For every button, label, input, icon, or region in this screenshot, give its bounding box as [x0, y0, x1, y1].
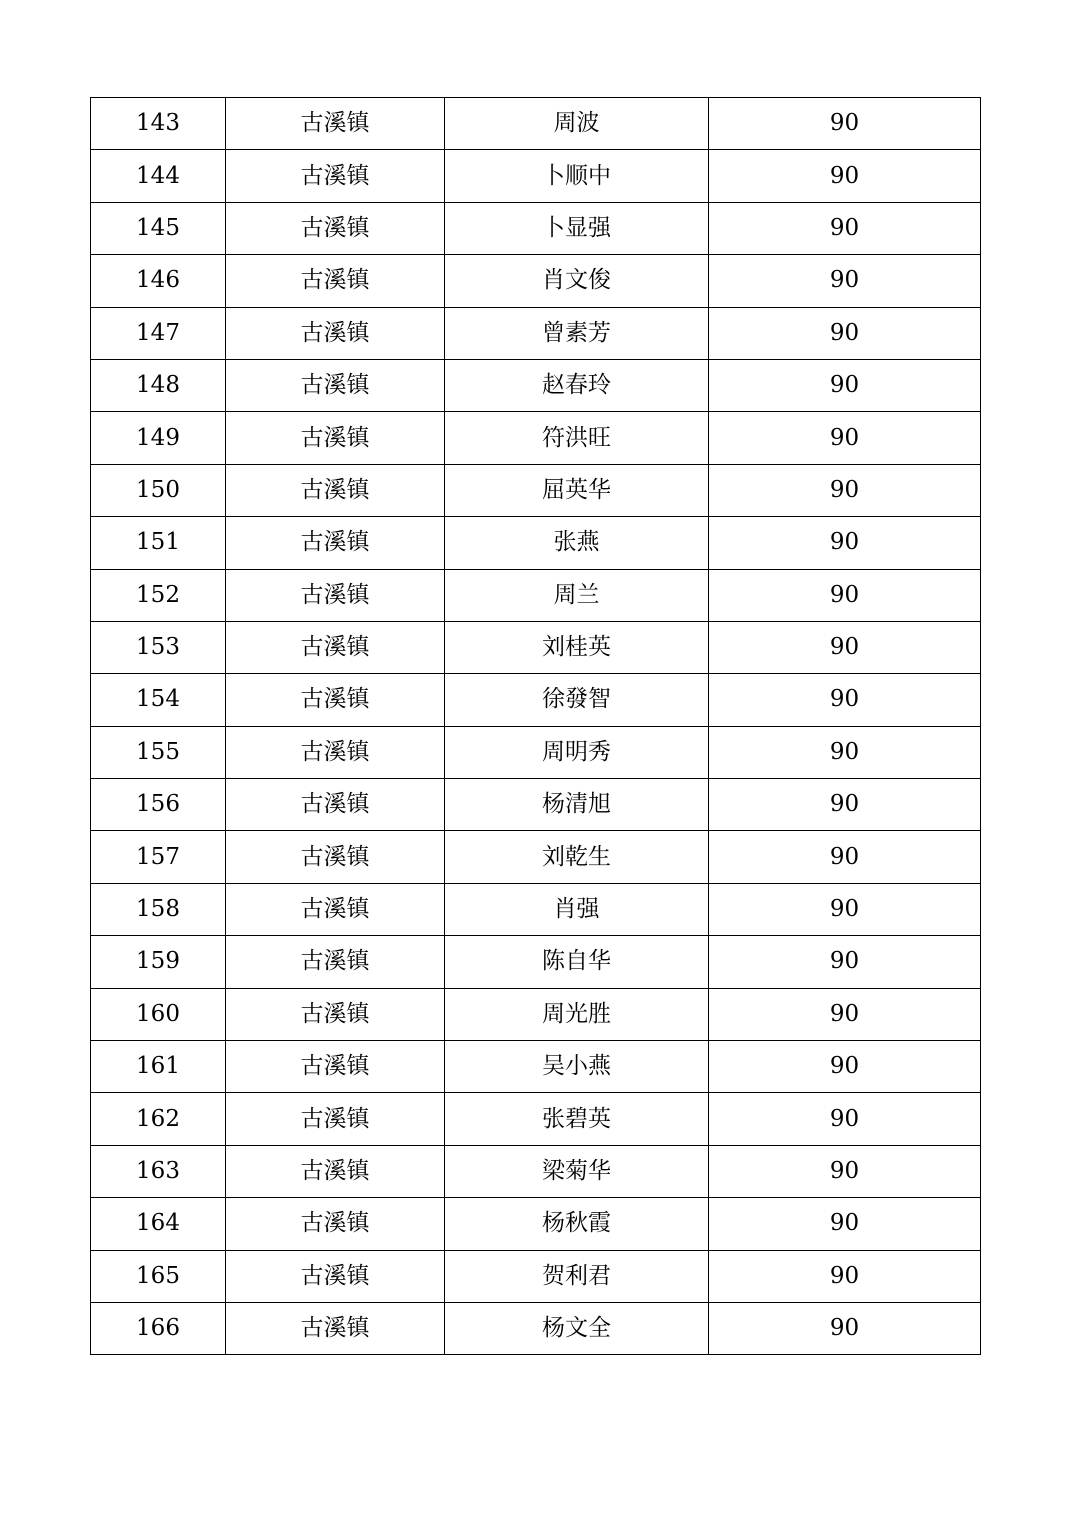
- town-cell: 古溪镇: [226, 988, 445, 1040]
- row-number-cell: 158: [91, 883, 226, 935]
- amount-cell: 90: [709, 359, 981, 411]
- table-row: [91, 1093, 981, 1145]
- amount-cell: 90: [709, 831, 981, 883]
- row-number-cell: 152: [91, 569, 226, 621]
- table-row: [91, 202, 981, 254]
- town-cell: 古溪镇: [226, 883, 445, 935]
- row-number-cell: 149: [91, 412, 226, 464]
- town-cell: 古溪镇: [226, 1198, 445, 1250]
- row-number-cell: 160: [91, 988, 226, 1040]
- table-row: [91, 779, 981, 831]
- amount-cell: 90: [709, 726, 981, 778]
- row-number-cell: 162: [91, 1093, 226, 1145]
- name-cell: 卜显强: [445, 202, 709, 254]
- town-cell: 古溪镇: [226, 936, 445, 988]
- town-cell: 古溪镇: [226, 1145, 445, 1197]
- town-cell: 古溪镇: [226, 1302, 445, 1354]
- name-cell: 吴小燕: [445, 1041, 709, 1093]
- town-cell: 古溪镇: [226, 1041, 445, 1093]
- town-cell: 古溪镇: [226, 569, 445, 621]
- table-row: [91, 255, 981, 307]
- town-cell: 古溪镇: [226, 726, 445, 778]
- amount-cell: 90: [709, 936, 981, 988]
- amount-cell: 90: [709, 1041, 981, 1093]
- name-cell: 杨文全: [445, 1302, 709, 1354]
- amount-cell: 90: [709, 517, 981, 569]
- table-row: [91, 1250, 981, 1302]
- table-row: [91, 150, 981, 202]
- name-cell: 周波: [445, 98, 709, 150]
- table-row: [91, 1198, 981, 1250]
- amount-cell: 90: [709, 150, 981, 202]
- name-cell: 张碧英: [445, 1093, 709, 1145]
- town-cell: 古溪镇: [226, 255, 445, 307]
- amount-cell: 90: [709, 307, 981, 359]
- amount-cell: 90: [709, 464, 981, 516]
- table-row: [91, 726, 981, 778]
- amount-cell: 90: [709, 98, 981, 150]
- name-cell: 屈英华: [445, 464, 709, 516]
- table-row: [91, 988, 981, 1040]
- town-cell: 古溪镇: [226, 412, 445, 464]
- amount-cell: 90: [709, 1198, 981, 1250]
- row-number-cell: 153: [91, 621, 226, 673]
- amount-cell: 90: [709, 1093, 981, 1145]
- name-cell: 周光胜: [445, 988, 709, 1040]
- name-cell: 梁菊华: [445, 1145, 709, 1197]
- name-cell: 刘乾生: [445, 831, 709, 883]
- town-cell: 古溪镇: [226, 1250, 445, 1302]
- row-number-cell: 145: [91, 202, 226, 254]
- name-cell: 周兰: [445, 569, 709, 621]
- town-cell: 古溪镇: [226, 307, 445, 359]
- table-row: [91, 412, 981, 464]
- row-number-cell: 159: [91, 936, 226, 988]
- amount-cell: 90: [709, 412, 981, 464]
- name-cell: 卜顺中: [445, 150, 709, 202]
- town-cell: 古溪镇: [226, 831, 445, 883]
- town-cell: 古溪镇: [226, 202, 445, 254]
- row-number-cell: 156: [91, 779, 226, 831]
- amount-cell: 90: [709, 1145, 981, 1197]
- table-row: [91, 1302, 981, 1354]
- town-cell: 古溪镇: [226, 621, 445, 673]
- table-row: [91, 359, 981, 411]
- amount-cell: 90: [709, 1250, 981, 1302]
- name-cell: 周明秀: [445, 726, 709, 778]
- town-cell: 古溪镇: [226, 517, 445, 569]
- row-number-cell: 163: [91, 1145, 226, 1197]
- town-cell: 古溪镇: [226, 98, 445, 150]
- row-number-cell: 147: [91, 307, 226, 359]
- name-cell: 贺利君: [445, 1250, 709, 1302]
- table-row: [91, 883, 981, 935]
- name-cell: 陈自华: [445, 936, 709, 988]
- table-row: [91, 307, 981, 359]
- table-row: [91, 1041, 981, 1093]
- row-number-cell: 144: [91, 150, 226, 202]
- amount-cell: 90: [709, 255, 981, 307]
- row-number-cell: 161: [91, 1041, 226, 1093]
- row-number-cell: 146: [91, 255, 226, 307]
- town-cell: 古溪镇: [226, 464, 445, 516]
- amount-cell: 90: [709, 621, 981, 673]
- town-cell: 古溪镇: [226, 1093, 445, 1145]
- name-cell: 刘桂英: [445, 621, 709, 673]
- row-number-cell: 148: [91, 359, 226, 411]
- name-cell: 符洪旺: [445, 412, 709, 464]
- amount-cell: 90: [709, 779, 981, 831]
- name-cell: 曾素芳: [445, 307, 709, 359]
- row-number-cell: 154: [91, 674, 226, 726]
- name-cell: 徐發智: [445, 674, 709, 726]
- amount-cell: 90: [709, 883, 981, 935]
- row-number-cell: 150: [91, 464, 226, 516]
- row-number-cell: 166: [91, 1302, 226, 1354]
- row-number-cell: 164: [91, 1198, 226, 1250]
- amount-cell: 90: [709, 674, 981, 726]
- town-cell: 古溪镇: [226, 674, 445, 726]
- table-row: [91, 464, 981, 516]
- table-row: [91, 569, 981, 621]
- name-cell: 肖文俊: [445, 255, 709, 307]
- table-row: [91, 674, 981, 726]
- table-row: [91, 936, 981, 988]
- table-row: [91, 831, 981, 883]
- name-cell: 杨清旭: [445, 779, 709, 831]
- row-number-cell: 143: [91, 98, 226, 150]
- name-cell: 杨秋霞: [445, 1198, 709, 1250]
- amount-cell: 90: [709, 988, 981, 1040]
- row-number-cell: 157: [91, 831, 226, 883]
- row-number-cell: 165: [91, 1250, 226, 1302]
- amount-cell: 90: [709, 569, 981, 621]
- amount-cell: 90: [709, 202, 981, 254]
- name-cell: 肖强: [445, 883, 709, 935]
- name-cell: 赵春玲: [445, 359, 709, 411]
- row-number-cell: 155: [91, 726, 226, 778]
- table-row: [91, 621, 981, 673]
- table-row: [91, 1145, 981, 1197]
- name-cell: 张燕: [445, 517, 709, 569]
- amount-cell: 90: [709, 1302, 981, 1354]
- town-cell: 古溪镇: [226, 150, 445, 202]
- town-cell: 古溪镇: [226, 779, 445, 831]
- roster-table: [90, 97, 981, 1355]
- roster-table-body: [91, 98, 981, 1355]
- row-number-cell: 151: [91, 517, 226, 569]
- table-row: [91, 98, 981, 150]
- table-row: [91, 517, 981, 569]
- town-cell: 古溪镇: [226, 359, 445, 411]
